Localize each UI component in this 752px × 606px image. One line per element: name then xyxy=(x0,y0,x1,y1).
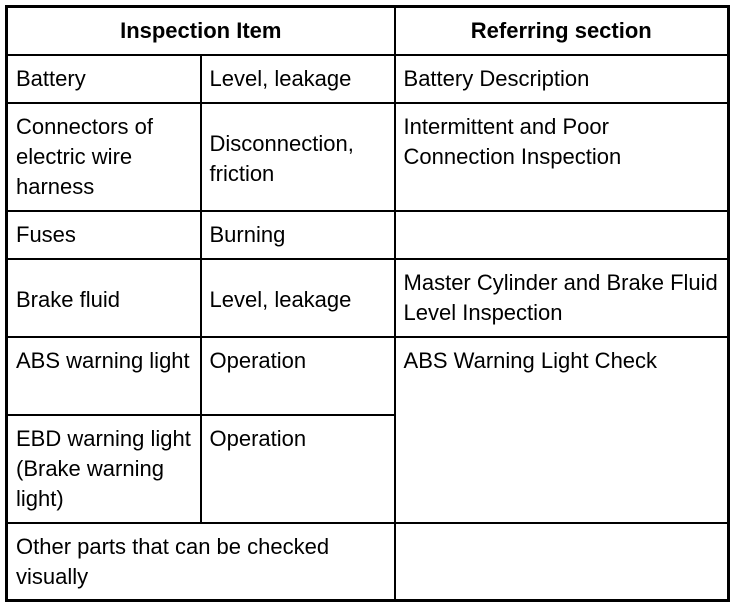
cell-detail: Disconnection, friction xyxy=(201,103,395,211)
table-row xyxy=(7,211,729,259)
cell-ref: Battery Description xyxy=(395,55,729,103)
table-row xyxy=(7,523,729,601)
cell-detail: Level, leakage xyxy=(201,55,395,103)
table-row xyxy=(7,259,729,337)
header-inspection-item: Inspection Item xyxy=(7,7,395,55)
table-row xyxy=(7,337,729,415)
cell-ref: ABS Warning Light Check xyxy=(395,337,729,523)
cell-detail: Operation xyxy=(201,337,395,415)
header-row xyxy=(7,7,729,55)
cell-ref: Intermittent and Poor Connection Inspection xyxy=(395,103,729,211)
cell-item: ABS warning light xyxy=(7,337,201,415)
table-row xyxy=(7,103,729,211)
cell-detail: Level, leakage xyxy=(201,259,395,337)
header-referring-section: Referring section xyxy=(395,7,729,55)
inspection-table xyxy=(5,5,730,602)
cell-ref: Master Cylinder and Brake Fluid Level Inspection xyxy=(395,259,729,337)
cell-item: Battery xyxy=(7,55,201,103)
cell-detail: Burning xyxy=(201,211,395,259)
cell-detail: Operation xyxy=(201,415,395,523)
table-row xyxy=(7,55,729,103)
cell-item: Brake fluid xyxy=(7,259,201,337)
cell-item: Connectors of electric wire harness xyxy=(7,103,201,211)
cell-ref xyxy=(395,211,729,259)
cell-ref xyxy=(395,523,729,601)
cell-item: Fuses xyxy=(7,211,201,259)
cell-item: Other parts that can be checked visually xyxy=(7,523,395,601)
cell-item: EBD warning light (Brake warning light) xyxy=(7,415,201,523)
